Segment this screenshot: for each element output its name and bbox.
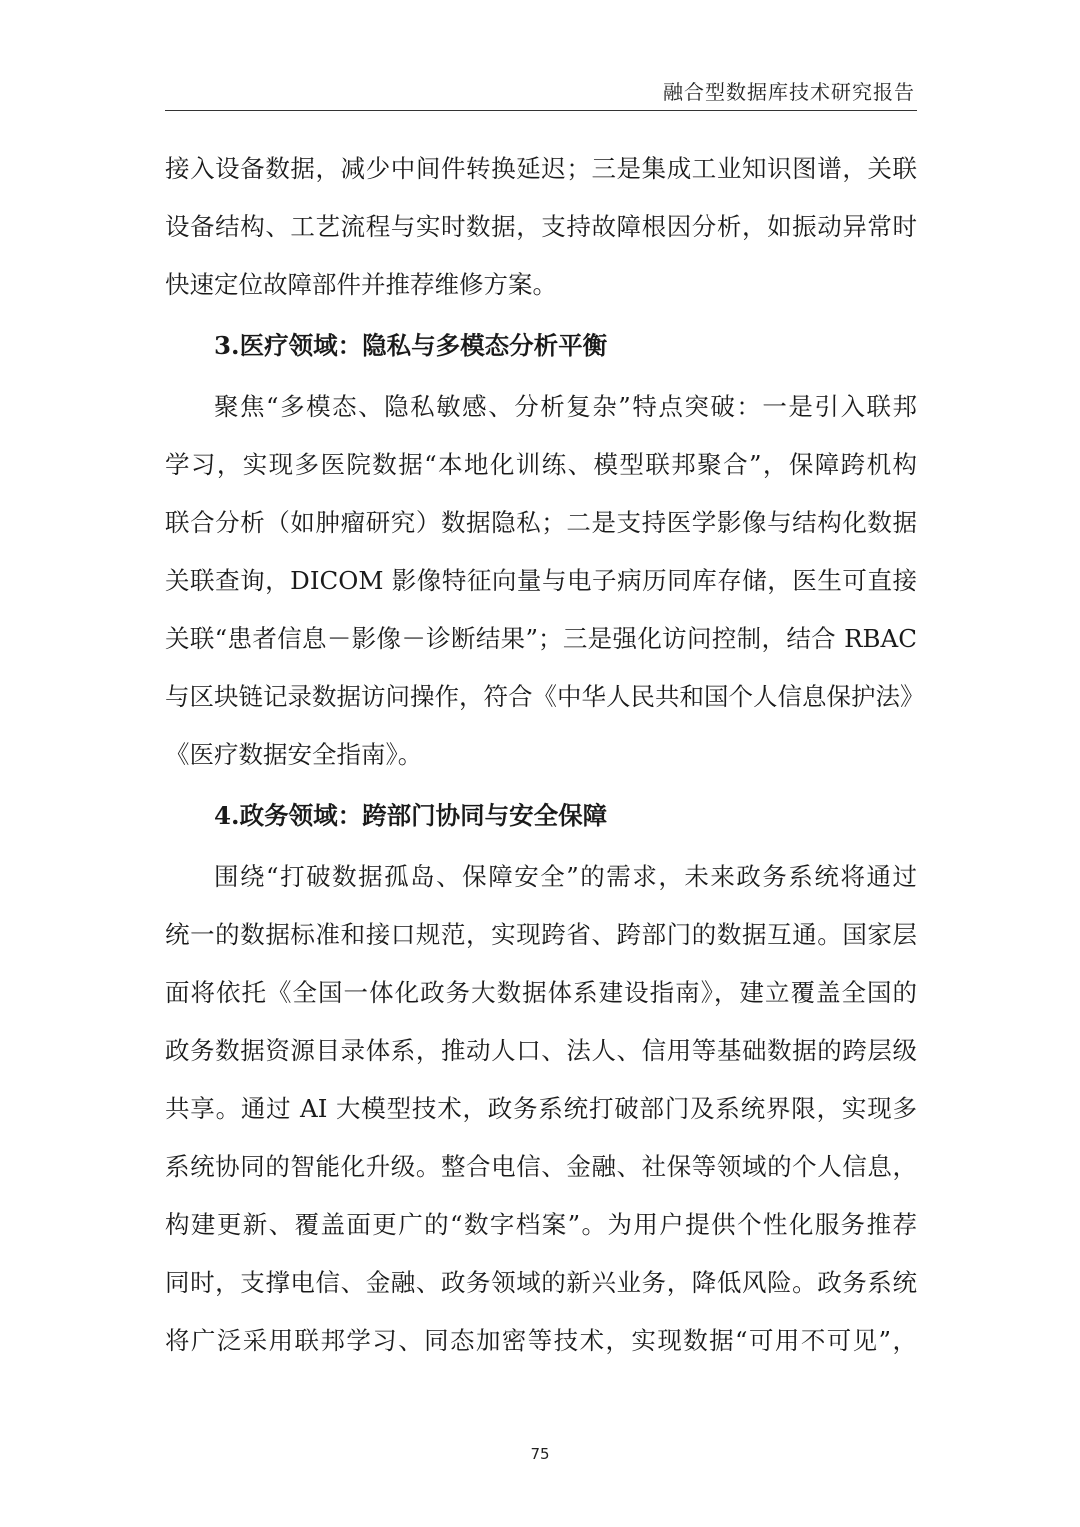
text-line: 统一的数据标准和接口规范，实现跨省、跨部门的数据互通。国家层 (165, 920, 917, 949)
paragraph-industrial-continued (165, 140, 917, 314)
header-title: 融合型数据库技术研究报告 (663, 80, 915, 104)
text-line: 围绕“打破数据孤岛、保障安全”的需求，未来政务系统将通过 (214, 862, 917, 891)
text-line: 聚焦“多模态、隐私敏感、分析复杂”特点突破：一是引入联邦 (214, 392, 917, 421)
paragraph-medical (165, 378, 925, 784)
text-line: 设备结构、工艺流程与实时数据，支持故障根因分析，如振动异常时 (165, 212, 917, 241)
text-line: 同时，支撑电信、金融、政务领域的新兴业务，降低风险。政务系统 (165, 1268, 917, 1297)
text-line: 将广泛采用联邦学习、同态加密等技术，实现数据“可用不可见”， (165, 1326, 917, 1355)
text-line: 面将依托《全国一体化政务大数据体系建设指南》，建立覆盖全国的 (165, 978, 917, 1007)
text-line: 与区块链记录数据访问操作，符合《中华人民共和国个人信息保护法》 (165, 682, 925, 711)
section-heading-medical: 3.医疗领域：隐私与多模态分析平衡 (214, 331, 608, 360)
text-line: 共享。通过 AI 大模型技术，政务系统打破部门及系统界限，实现多 (165, 1094, 917, 1123)
text-line: 政务数据资源目录体系，推动人口、法人、信用等基础数据的跨层级 (165, 1036, 917, 1065)
text-line: 学习，实现多医院数据“本地化训练、模型联邦聚合”，保障跨机构 (165, 450, 917, 479)
paragraph-government (165, 848, 917, 1370)
page-header (165, 70, 917, 111)
text-line: 关联查询，DICOM 影像特征向量与电子病历同库存储，医生可直接 (165, 566, 917, 595)
text-line: 联合分析（如肿瘤研究）数据隐私；二是支持医学影像与结构化数据 (165, 508, 917, 537)
section-heading-government: 4.政务领域：跨部门协同与安全保障 (214, 801, 608, 830)
text-line: 系统协同的智能化升级。整合电信、金融、社保等领域的个人信息， (165, 1152, 917, 1181)
text-line: 关联“患者信息－影像－诊断结果”；三是强化访问控制，结合 RBAC (165, 624, 917, 653)
text-line: 接入设备数据，减少中间件转换延迟；三是集成工业知识图谱，关联 (165, 154, 917, 183)
page-number: 75 (530, 1445, 550, 1463)
text-line: 快速定位故障部件并推荐维修方案。 (165, 270, 557, 299)
text-line: 构建更新、覆盖面更广的“数字档案”。为用户提供个性化服务推荐 (165, 1210, 917, 1239)
body-content (165, 140, 925, 1370)
text-line: 《医疗数据安全指南》。 (165, 740, 423, 769)
